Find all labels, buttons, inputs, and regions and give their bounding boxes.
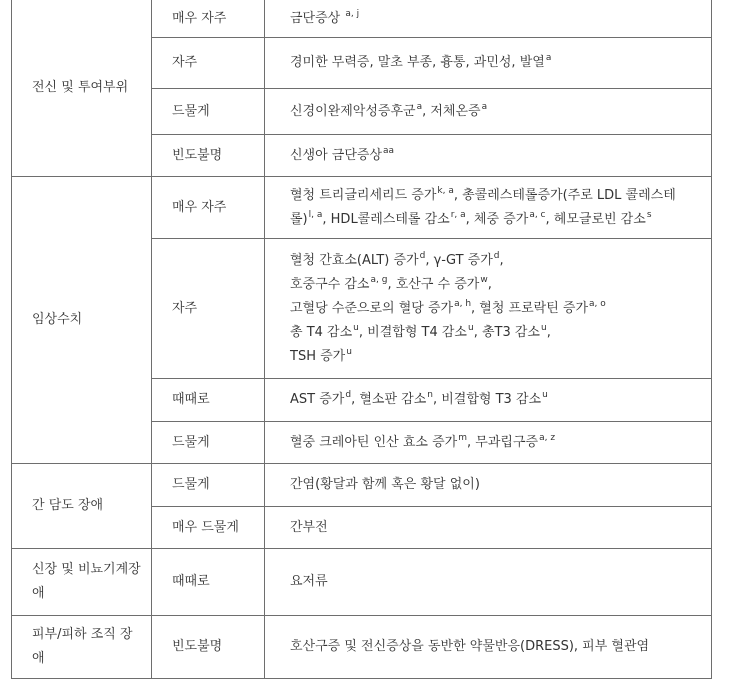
reaction-text: 간부전 bbox=[290, 519, 328, 535]
frequency-cell: 때때로 bbox=[152, 549, 265, 616]
frequency-cell: 매우 자주 bbox=[152, 0, 265, 38]
footnote-marker: a, g bbox=[370, 274, 388, 285]
reaction-line bbox=[290, 208, 699, 232]
frequency-cell: 매우 드물게 bbox=[152, 507, 265, 549]
reaction-line bbox=[290, 273, 699, 297]
reaction-line bbox=[290, 516, 699, 540]
reaction-cell bbox=[265, 38, 712, 89]
table-row bbox=[12, 177, 712, 239]
reaction-text: 혈청 트리글리세리드 증가 bbox=[290, 187, 437, 203]
reaction-line bbox=[290, 297, 699, 321]
footnote-marker: n bbox=[427, 390, 433, 400]
reaction-line bbox=[290, 321, 699, 345]
reaction-text: 혈중 크레아틴 인산 효소 증가 bbox=[290, 434, 458, 450]
footnote-marker: s bbox=[646, 209, 652, 220]
frequency-cell: 드물게 bbox=[152, 422, 265, 464]
reaction-cell bbox=[265, 422, 712, 464]
reaction-text: 혈청 간효소(ALT) 증가 bbox=[290, 252, 419, 268]
adverse-reactions-table bbox=[11, 0, 712, 679]
reaction-cell bbox=[265, 464, 712, 507]
category-cell: 신장 및 비뇨기계장애 bbox=[12, 549, 152, 616]
table-row bbox=[12, 464, 712, 507]
table-row bbox=[12, 549, 712, 616]
reaction-text: AST 증가 bbox=[290, 392, 345, 407]
footnote-marker: u bbox=[346, 346, 352, 357]
category-cell: 전신 및 투여부위 bbox=[12, 0, 152, 177]
reaction-cell bbox=[265, 379, 712, 422]
reaction-text: , 비결합형 T3 감소 bbox=[432, 392, 542, 407]
footnote-marker: d bbox=[419, 250, 426, 261]
reaction-text: , 호산구 수 증가 bbox=[387, 276, 480, 292]
reaction-text: 호산구증 및 전신증상을 동반한 약물반응(DRESS), 피부 혈관염 bbox=[290, 639, 650, 654]
footnote-marker: a, z bbox=[539, 432, 556, 443]
reaction-text: 요저류 bbox=[290, 574, 328, 589]
reaction-text: , 총콜레스테롤증가(주로 LDL 콜레스테 bbox=[453, 187, 676, 203]
footnote-marker: u bbox=[467, 322, 474, 333]
reaction-text: , bbox=[499, 252, 504, 268]
reaction-text: 롤) bbox=[290, 211, 308, 227]
reaction-text: , γ-GT 증가 bbox=[425, 252, 493, 268]
reaction-text: 호중구수 감소 bbox=[290, 276, 370, 292]
reaction-text: , bbox=[546, 324, 551, 340]
footnote-marker: a bbox=[481, 101, 488, 112]
frequency-cell: 드물게 bbox=[152, 89, 265, 135]
reaction-text: , 헤모글로빈 감소 bbox=[545, 211, 646, 227]
table-body bbox=[12, 0, 712, 679]
reaction-cell bbox=[265, 135, 712, 177]
footnote-marker: u bbox=[542, 390, 548, 400]
frequency-cell: 빈도불명 bbox=[152, 135, 265, 177]
reaction-line bbox=[290, 570, 699, 594]
reaction-text: , 비결합형 T4 감소 bbox=[358, 324, 467, 340]
footnote-marker: u bbox=[540, 322, 547, 333]
reaction-text: 신경이완제악성증후군 bbox=[290, 103, 416, 119]
reaction-line bbox=[290, 635, 699, 659]
reaction-cell bbox=[265, 89, 712, 135]
reaction-text: , 체중 증가 bbox=[465, 211, 529, 227]
reaction-text: , 저체온증 bbox=[422, 103, 481, 119]
reaction-cell bbox=[265, 549, 712, 616]
reaction-line bbox=[290, 100, 699, 124]
footnote-marker: r, a bbox=[450, 209, 466, 220]
reaction-line bbox=[290, 51, 699, 75]
footnote-marker: m bbox=[458, 432, 468, 443]
footnote-marker: a, c bbox=[529, 209, 546, 220]
footnote-marker: l, a bbox=[308, 209, 323, 220]
footnote-marker: a, o bbox=[589, 298, 606, 309]
reaction-line bbox=[290, 345, 699, 369]
reaction-text: 경미한 무력증, 말초 부종, 흉통, 과민성, 발열 bbox=[290, 55, 545, 70]
frequency-cell: 매우 자주 bbox=[152, 177, 265, 239]
frequency-cell: 빈도불명 bbox=[152, 616, 265, 679]
footnote-marker: u bbox=[353, 322, 359, 333]
reaction-text: 총 T4 감소 bbox=[290, 324, 353, 340]
reaction-line bbox=[290, 249, 699, 273]
reaction-text: TSH 증가 bbox=[290, 348, 346, 364]
reaction-line bbox=[290, 7, 699, 31]
frequency-cell: 자주 bbox=[152, 38, 265, 89]
reaction-line bbox=[290, 473, 699, 497]
reaction-text: , 무과립구증 bbox=[467, 434, 539, 450]
footnote-marker: d bbox=[345, 390, 352, 400]
footnote-marker: a, j bbox=[345, 8, 360, 19]
reaction-text: 고혈당 수준으로의 혈당 증가 bbox=[290, 300, 454, 316]
reaction-cell bbox=[265, 507, 712, 549]
reaction-text: 금단증상 bbox=[290, 10, 345, 26]
reaction-line bbox=[290, 184, 699, 208]
reaction-cell bbox=[265, 239, 712, 379]
frequency-cell: 때때로 bbox=[152, 379, 265, 422]
reaction-text: , 총T3 감소 bbox=[473, 324, 540, 340]
footnote-marker: aa bbox=[383, 145, 395, 156]
footnote-marker: a, h bbox=[454, 298, 472, 309]
table-row bbox=[12, 0, 712, 38]
reaction-cell bbox=[265, 177, 712, 239]
frequency-cell: 자주 bbox=[152, 239, 265, 379]
reaction-text: 간염(황달과 함께 혹은 황달 없이) bbox=[290, 477, 480, 492]
reaction-cell bbox=[265, 616, 712, 679]
footnote-marker: w bbox=[480, 274, 488, 285]
reaction-line bbox=[290, 144, 699, 168]
category-cell: 간 담도 장애 bbox=[12, 464, 152, 549]
category-cell: 임상수치 bbox=[12, 177, 152, 464]
reaction-text: , 혈청 프로락틴 증가 bbox=[471, 300, 589, 316]
footnote-marker: k, a bbox=[437, 185, 454, 196]
table-row bbox=[12, 616, 712, 679]
reaction-line bbox=[290, 388, 699, 412]
footnote-marker: a bbox=[545, 53, 552, 63]
reaction-text: , bbox=[487, 276, 492, 292]
category-cell: 피부/피하 조직 장애 bbox=[12, 616, 152, 679]
reaction-text: 신생아 금단증상 bbox=[290, 147, 383, 163]
footnote-marker: a bbox=[416, 101, 423, 112]
reaction-text: , HDL콜레스테롤 감소 bbox=[322, 211, 450, 227]
reaction-cell bbox=[265, 0, 712, 38]
frequency-cell: 드물게 bbox=[152, 464, 265, 507]
reaction-text: , 혈소판 감소 bbox=[351, 392, 427, 407]
footnote-marker: d bbox=[493, 250, 500, 261]
reaction-line bbox=[290, 431, 699, 455]
